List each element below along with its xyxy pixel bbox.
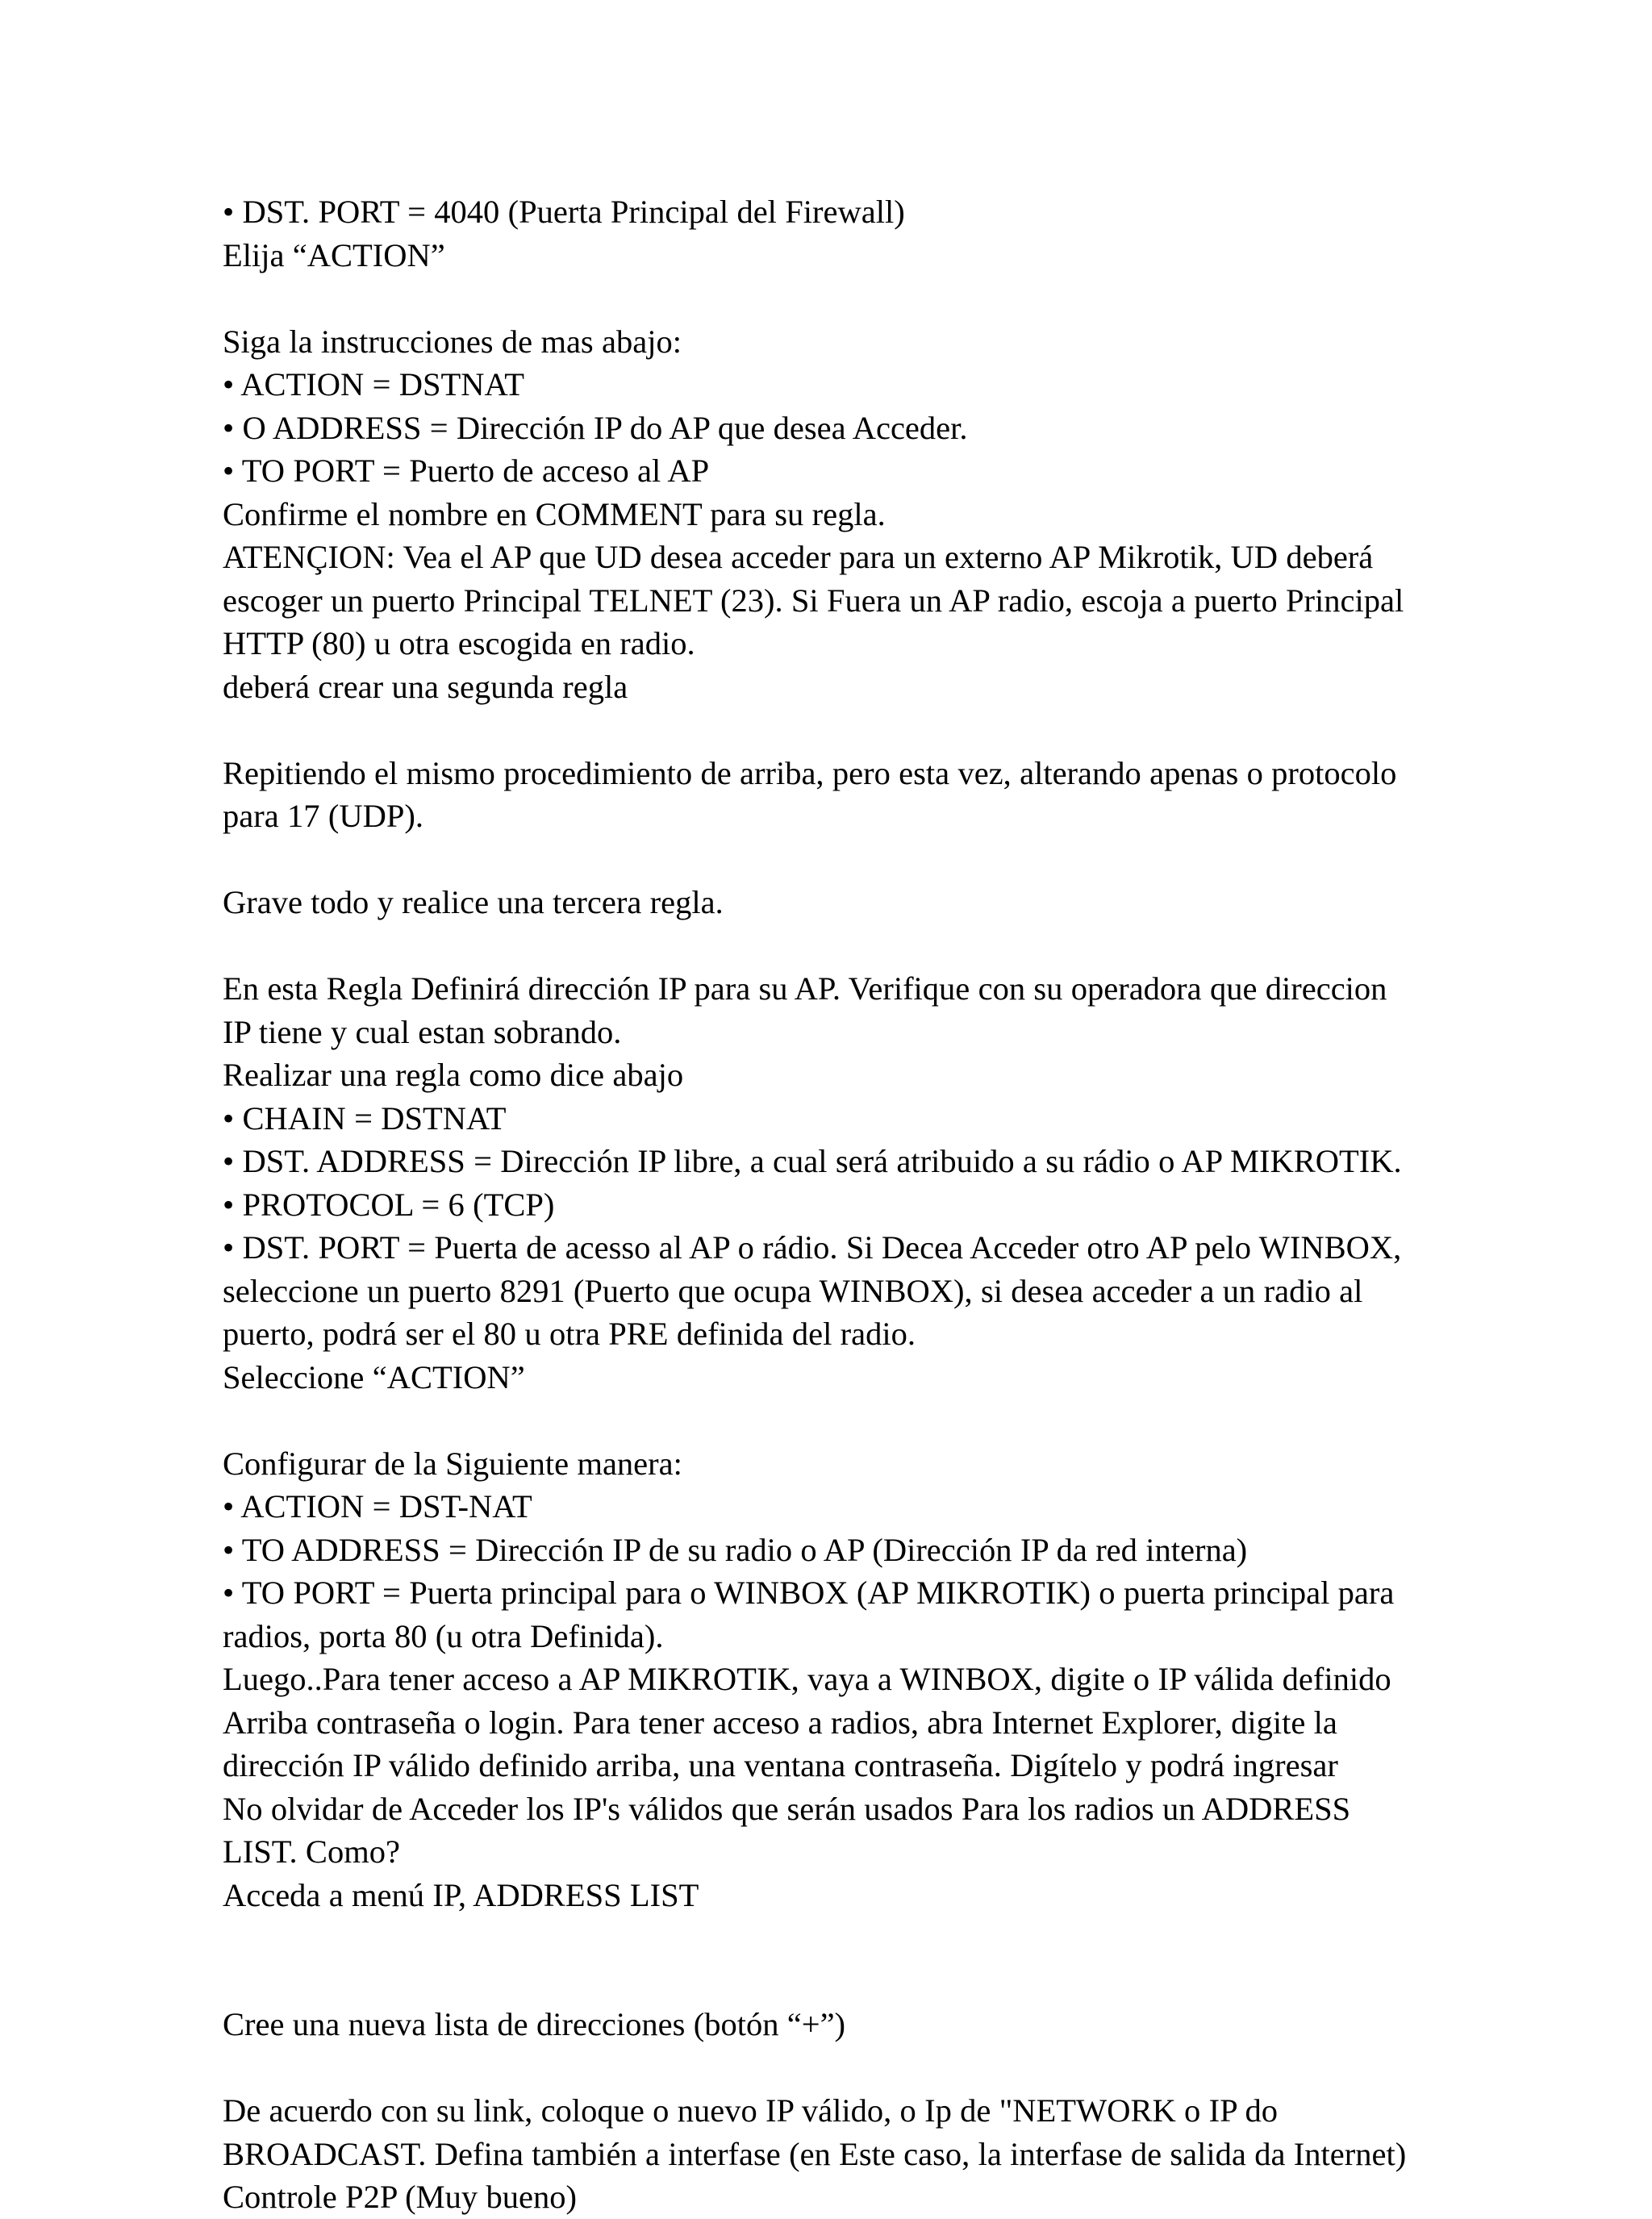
text-line: • CHAIN = DSTNAT xyxy=(223,1099,507,1137)
paragraph-block xyxy=(223,2003,1433,2046)
text-line: Siga la instrucciones de mas abajo: xyxy=(223,323,682,360)
paragraph-block xyxy=(223,967,1433,1399)
paragraph-gap xyxy=(223,1917,1433,2003)
text-line: Confirme el nombre en COMMENT para su regla. xyxy=(223,495,886,532)
text-line: • TO ADDRESS = Dirección IP de su radio o AP (Dirección IP da red interna) xyxy=(223,1531,1248,1568)
text-line: • DST. PORT = 4040 (Puerta Principal del Firewall) xyxy=(223,194,905,230)
text-line: Grave todo y realice una tercera regla. xyxy=(223,884,724,920)
paragraph-block xyxy=(223,2089,1433,2219)
text-line: De acuerdo con su link, coloque o nuevo IP válido, o Ip de "NETWORK o IP do xyxy=(223,2092,1278,2129)
text-line: Arriba contraseña o login. Para tener acceso a radios, abra Internet Explorer, digite la xyxy=(223,1704,1337,1741)
text-line: • ACTION = DST-NAT xyxy=(223,1488,532,1525)
text-line: Seleccione “ACTION” xyxy=(223,1358,525,1395)
text-line: para 17 (UDP). xyxy=(223,798,423,834)
text-line: • DST. ADDRESS = Dirección IP libre, a cual será atribuido a su rádio o AP MIKROTIK. xyxy=(223,1143,1402,1179)
paragraph-gap xyxy=(223,277,1433,320)
text-line: Configurar de la Siguiente manera: xyxy=(223,1445,682,1482)
text-line: radios, porta 80 (u otra Definida). xyxy=(223,1617,664,1654)
text-line: Elija “ACTION” xyxy=(223,236,445,273)
text-line: Realizar una regla como dice abajo xyxy=(223,1057,684,1093)
text-line: Repitiendo el mismo procedimiento de arriba, pero esta vez, alterando apenas o protocolo xyxy=(223,754,1397,791)
text-line: Acceda a menú IP, ADDRESS LIST xyxy=(223,1876,699,1913)
text-line: ATENÇION: Vea el AP que UD desea acceder para un externo AP Mikrotik, UD deberá xyxy=(223,539,1374,575)
paragraph-block xyxy=(223,190,1433,277)
paragraph-block xyxy=(223,1442,1433,1917)
text-line: puerto, podrá ser el 80 u otra PRE definida del radio. xyxy=(223,1316,916,1352)
text-line: En esta Regla Definirá dirección IP para su AP. Verifique con su operadora que direccion xyxy=(223,970,1387,1007)
text-line: IP tiene y cual estan sobrando. xyxy=(223,1013,622,1050)
text-line: HTTP (80) u otra escogida en radio. xyxy=(223,625,695,661)
text-line: • PROTOCOL = 6 (TCP) xyxy=(223,1186,555,1223)
paragraph-block xyxy=(223,752,1433,838)
text-line: No olvidar de Acceder los IP's válidos que serán usados Para los radios un ADDRESS xyxy=(223,1790,1351,1827)
text-line: Controle P2P (Muy bueno) xyxy=(223,2179,577,2215)
paragraph-gap xyxy=(223,2046,1433,2090)
paragraph-gap xyxy=(223,924,1433,968)
text-line: • ACTION = DSTNAT xyxy=(223,366,524,403)
text-line: • O ADDRESS = Dirección IP do AP que desea Acceder. xyxy=(223,409,968,446)
text-line: Luego..Para tener acceso a AP MIKROTIK, vaya a WINBOX, digite o IP válida definido xyxy=(223,1661,1391,1697)
text-line: seleccione un puerto 8291 (Puerto que ocupa WINBOX), si desea acceder a un radio al xyxy=(223,1272,1363,1309)
text-line: Cree una nueva lista de direcciones (botón “+”) xyxy=(223,2006,846,2042)
text-line: • TO PORT = Puerta principal para o WINBOX (AP MIKROTIK) o puerta principal para xyxy=(223,1575,1395,1611)
document-body xyxy=(223,190,1433,2219)
text-line: LIST. Como? xyxy=(223,1833,400,1870)
paragraph-block xyxy=(223,320,1433,709)
paragraph-block xyxy=(223,881,1433,924)
text-line: BROADCAST. Defina también a interfase (en Este caso, la interfase de salida da Internet) xyxy=(223,2135,1407,2172)
paragraph-gap xyxy=(223,838,1433,882)
text-line: deberá crear una segunda regla xyxy=(223,668,628,705)
paragraph-gap xyxy=(223,708,1433,752)
text-line: dirección IP válido definido arriba, una ventana contraseña. Digítelo y podrá ingresar xyxy=(223,1747,1338,1783)
text-line: • DST. PORT = Puerta de acesso al AP o rádio. Si Decea Acceder otro AP pelo WINBOX, xyxy=(223,1229,1402,1266)
paragraph-gap xyxy=(223,1399,1433,1442)
text-line: escoger un puerto Principal TELNET (23). Si Fuera un AP radio, escoja a puerto Principal xyxy=(223,582,1404,619)
text-line: • TO PORT = Puerto de acceso al AP xyxy=(223,453,710,489)
